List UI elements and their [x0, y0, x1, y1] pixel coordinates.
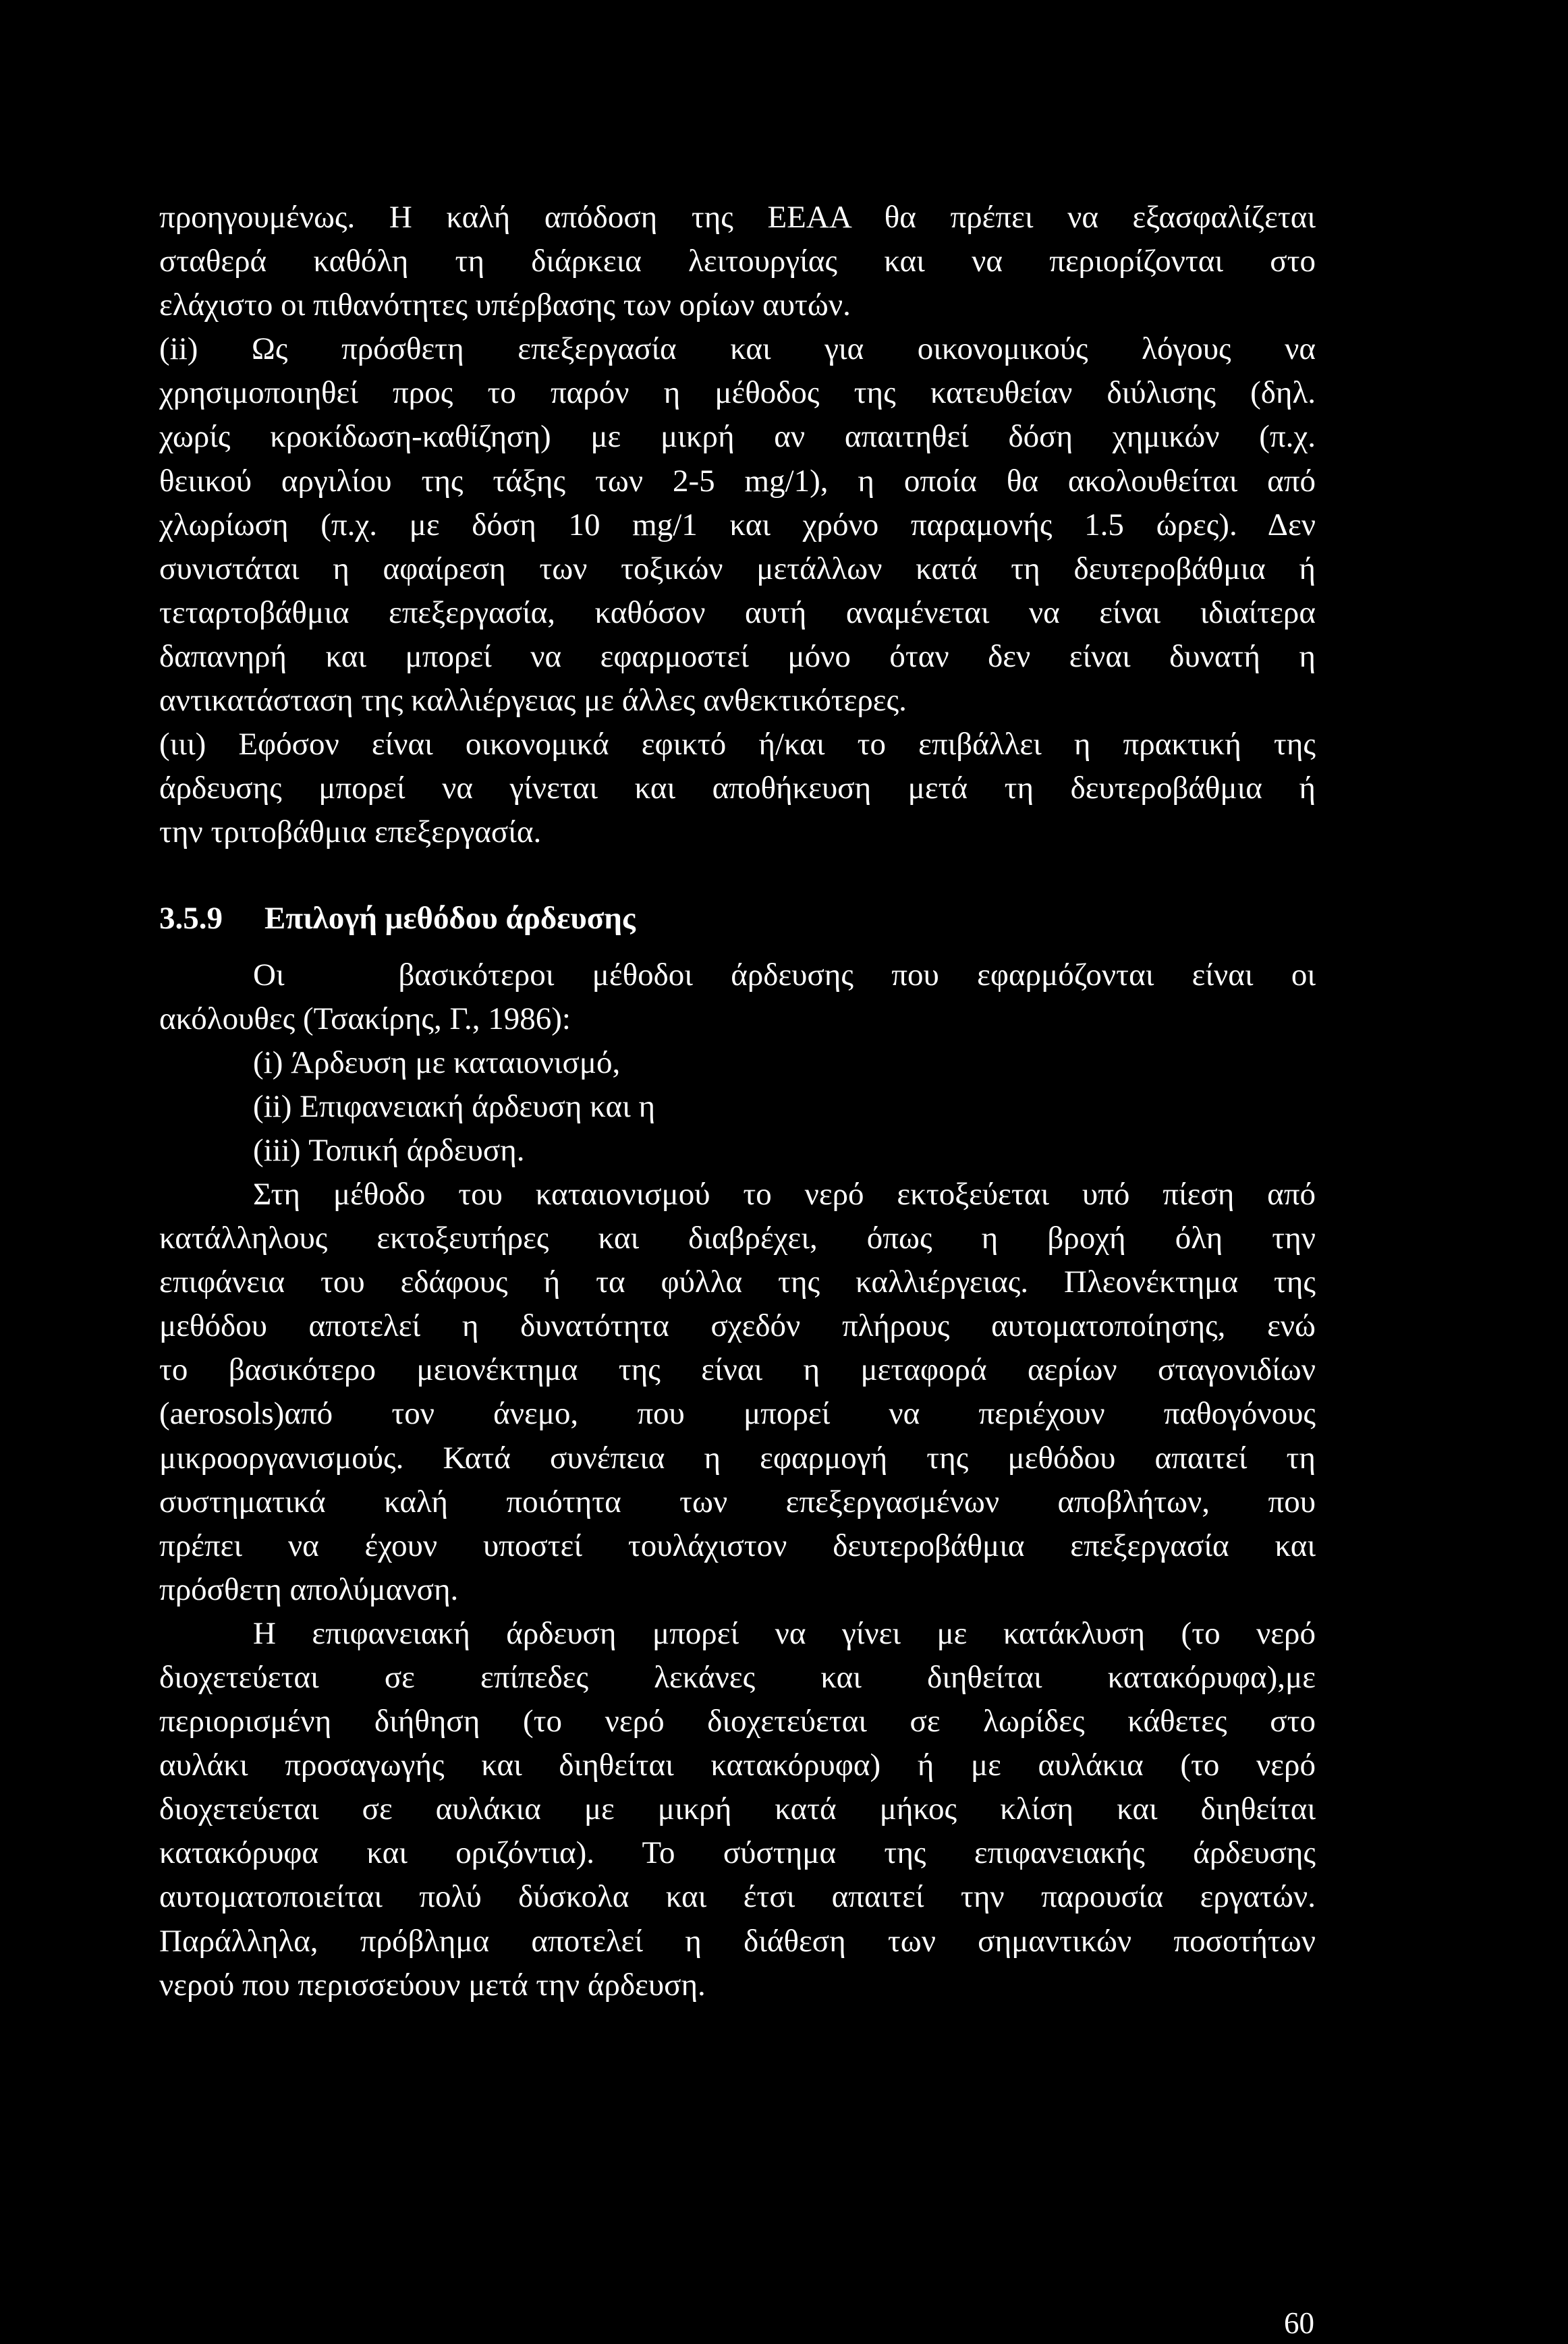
text-line: κατακόρυφα και οριζόντια). Το σύστημα της επιφανειακής άρδευσης	[159, 1835, 1316, 1871]
text-line: Παράλληλα, πρόβλημα αποτελεί η διάθεση των σημαντικών ποσοτήτων	[159, 1923, 1316, 1959]
text-line: θειικού αργιλίου της τάξης των 2-5 mg/1), η οποία θα ακολουθείται από	[159, 463, 1316, 499]
text-line: (ii) Ως πρόσθετη επεξεργασία και για οικονομικούς λόγους να	[159, 331, 1316, 367]
text-line: Οι βασικότεροι μέθοδοι άρδευσης που εφαρμόζονται είναι οι	[253, 957, 1316, 993]
text-line: ελάχιστο οι πιθανότητες υπέρβασης των ορίων αυτών.	[159, 287, 851, 323]
text-line: Η επιφανειακή άρδευση μπορεί να γίνει με κατάκλυση (το νερό	[253, 1615, 1316, 1651]
text-line: μικροοργανισμούς. Κατά συνέπεια η εφαρμογή της μεθόδου απαιτεί τη	[159, 1440, 1316, 1476]
paragraph-sprinkler	[159, 1173, 1316, 1612]
text-line: την τριτοβάθμια επεξεργασία.	[159, 814, 542, 850]
paragraph-surface	[159, 1612, 1316, 2007]
page-body	[159, 196, 1316, 2007]
text-line: (ιιι) Εφόσον είναι οικονομικά εφικτό ή/και το επιβάλλει η πρακτική της	[159, 727, 1316, 762]
text-line: συστηματικά καλή ποιότητα των επεξεργασμένων αποβλήτων, που	[159, 1484, 1316, 1519]
paragraph-item-ii	[159, 327, 1316, 723]
text-line: πρόσθετη απολύμανση.	[159, 1571, 459, 1607]
text-line: αυτοματοποιείται πολύ δύσκολα και έτσι απαιτεί την παρουσία εργατών.	[159, 1879, 1316, 1915]
text-line: διοχετεύεται σε αυλάκια με μικρή κατά μήκος κλίση και διηθείται	[159, 1791, 1316, 1827]
text-line: μεθόδου αποτελεί η δυνατότητα σχεδόν πλήρους αυτοματοποίησης, ενώ	[159, 1308, 1316, 1344]
text-line: αντικατάσταση της καλλιέργειας με άλλες ανθεκτικότερες.	[159, 683, 907, 719]
text-line: (aerosols)από τον άνεμο, που μπορεί να περιέχουν παθογόνους	[159, 1396, 1316, 1432]
page-number: 60	[1284, 2306, 1314, 2340]
list-item: (ii) Επιφανειακή άρδευση και η	[253, 1088, 656, 1124]
text-line: ακόλουθες (Τσακίρης, Γ., 1986):	[159, 1001, 571, 1036]
text-line: σταθερά καθόλη τη διάρκεια λειτουργίας και να περιορίζονται στο	[159, 244, 1316, 279]
text-line: άρδευσης μπορεί να γίνεται και αποθήκευση μετά τη δευτεροβάθμια ή	[159, 771, 1316, 806]
text-line: προηγουμένως. Η καλή απόδοση της ΕΕΑΑ θα πρέπει να εξασφαλίζεται	[159, 200, 1316, 235]
list-item: (iii) Τοπική άρδευση.	[253, 1132, 525, 1168]
text-line: Στη μέθοδο του καταιονισμού το νερό εκτοξεύεται υπό πίεση από	[253, 1176, 1316, 1212]
text-line: χλωρίωση (π.χ. με δόση 10 mg/1 και χρόνο παραμονής 1.5 ώρες). Δεν	[159, 507, 1316, 542]
text-line: περιορισμένη διήθηση (το νερό διοχετεύεται σε λωρίδες κάθετες στο	[159, 1704, 1316, 1739]
methods-list	[159, 1041, 1316, 1173]
text-line: αυλάκι προσαγωγής και διηθείται κατακόρυφα) ή με αυλάκια (το νερό	[159, 1748, 1316, 1783]
text-line: νερού που περισσεύουν μετά την άρδευση.	[159, 1967, 706, 2003]
text-line: διοχετεύεται σε επίπεδες λεκάνες και διηθείται κατακόρυφα),με	[159, 1660, 1316, 1695]
text-line: δαπανηρή και μπορεί να εφαρμοστεί μόνο όταν δεν είναι δυνατή η	[159, 638, 1316, 674]
section-number: 3.5.9	[159, 901, 223, 937]
text-line: συνιστάται η αφαίρεση των τοξικών μετάλλων κατά τη δευτεροβάθμια ή	[159, 551, 1316, 586]
section-title: Επιλογή μεθόδου άρδευσης	[264, 901, 636, 937]
paragraph-continuation	[159, 196, 1316, 327]
paragraph-intro	[159, 953, 1316, 1041]
text-line: χρησιμοποιηθεί προς το παρόν η μέθοδος της κατευθείαν διύλισης (δηλ.	[159, 375, 1316, 411]
text-line: επιφάνεια του εδάφους ή τα φύλλα της καλλιέργειας. Πλεονέκτημα της	[159, 1264, 1316, 1300]
text-line: πρέπει να έχουν υποστεί τουλάχιστον δευτεροβάθμια επεξεργασία και	[159, 1528, 1316, 1563]
section-heading	[159, 897, 1316, 941]
paragraph-item-iii	[159, 723, 1316, 854]
text-line: χωρίς κροκίδωση-καθίζηση) με μικρή αν απαιτηθεί δόση χημικών (π.χ.	[159, 419, 1316, 455]
text-line: κατάλληλους εκτοξευτήρες και διαβρέχει, όπως η βροχή όλη την	[159, 1221, 1316, 1256]
list-item: (i) Άρδευση με καταιονισμό,	[253, 1044, 621, 1080]
text-line: τεταρτοβάθμια επεξεργασία, καθόσον αυτή αναμένεται να είναι ιδιαίτερα	[159, 594, 1316, 630]
text-line: το βασικότερο μειονέκτημα της είναι η μεταφορά αερίων σταγονιδίων	[159, 1352, 1316, 1388]
